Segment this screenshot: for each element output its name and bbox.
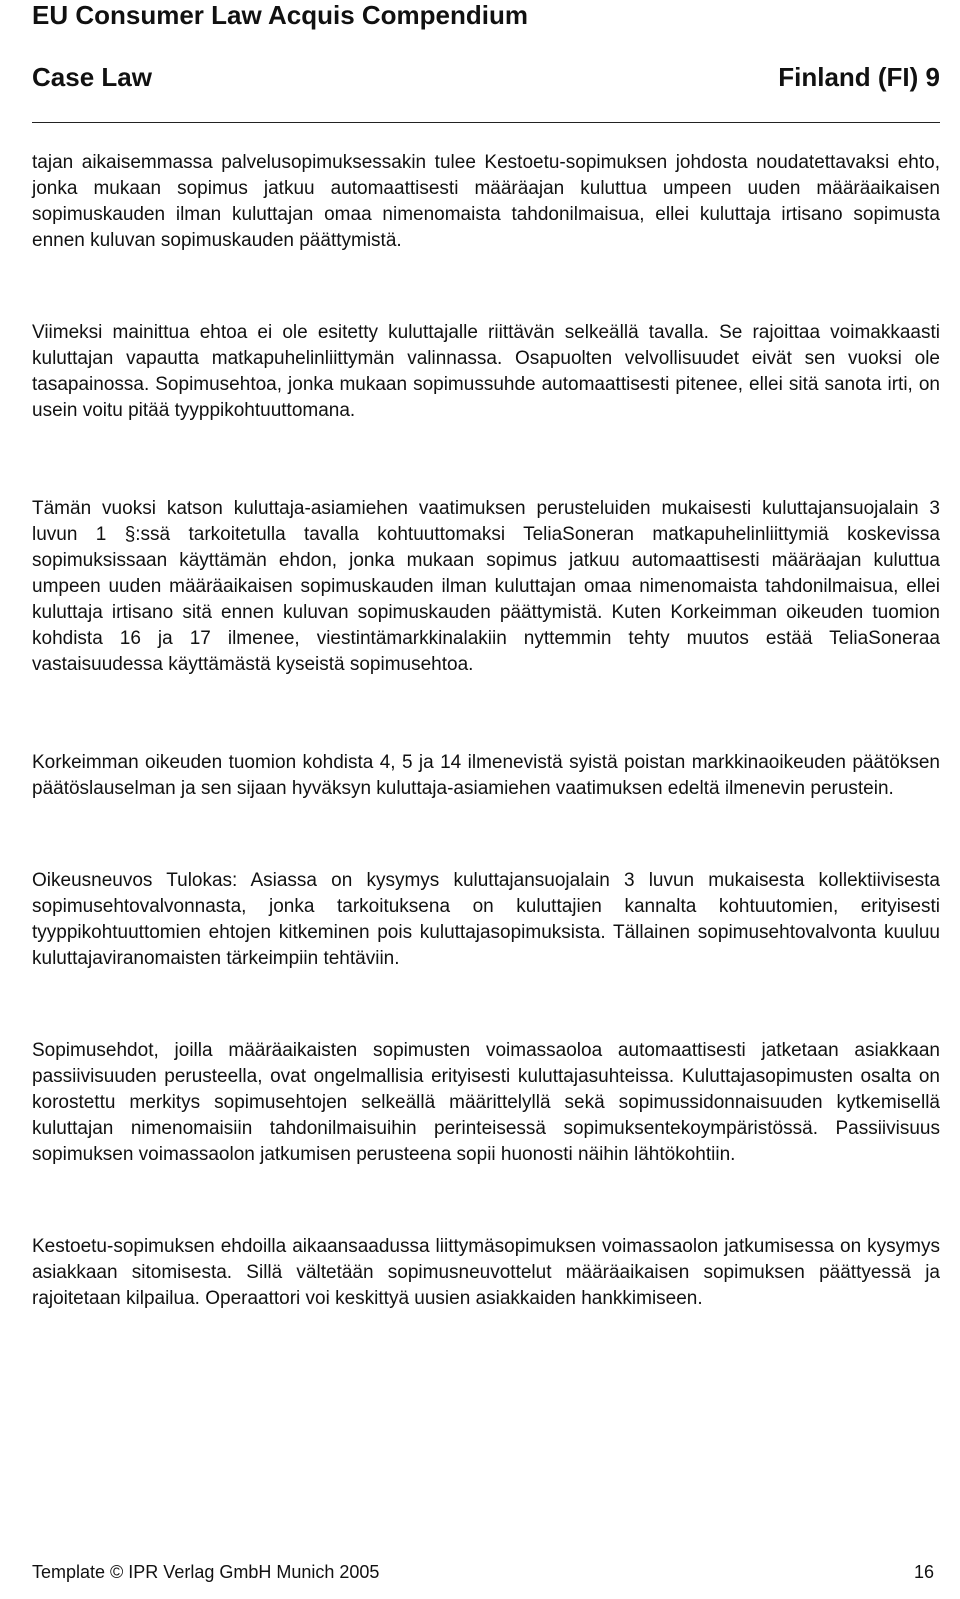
page-number: 16 xyxy=(913,1562,934,1582)
section-title: Case Law xyxy=(32,62,152,92)
document-body xyxy=(32,150,940,1378)
country-label: Finland (FI) 9 xyxy=(778,62,940,92)
paragraph: Kestoetu-sopimuksen ehdoilla aikaansaadussa liittymäsopimuksen voimassaolon jatkumisessa on kysymys asiakkaan sitomisesta. Sillä vältetään sopimusneuvottelut määräaikaisen sopimuksen päättyessä ja rajoitetaan kilpailua. Operaattori voi keskittyä uusien asiakkaiden hankkimiseen. xyxy=(32,1236,940,1309)
header-row xyxy=(32,62,940,93)
paragraph: tajan aikaisemmassa palvelusopimuksessakin tulee Kestoetu-sopimuksen johdosta noudatettavaksi ehto, jonka mukaan sopimus jatkuu automaattisesti määräajan kuluttua umpeen uuden määräaikaisen sopimuskauden ilman kuluttajan omaa nimenomaista tahdonilmaisua, ellei kuluttaja irtisano sopimusta ennen kuluvan sopimuskauden päättymistä. xyxy=(32,152,940,251)
paragraph: Tämän vuoksi katson kuluttaja-asiamiehen vaatimuksen perusteluiden mukaisesti kuluttajansuojalain 3 luvun 1 §:ssä tarkoitetulla tavalla kohtuuttomaksi TeliaSoneran matkapuhelinliittymiä koskevissa sopimuksissaan käyttämän ehdon, jonka mukaan sopimus jatkuu automaattisesti määräajan kuluttua umpeen uuden määräaikaisen sopimuskauden ilman kuluttajan omaa nimenomaista tahdonilmaisua, ellei kuluttaja irtisano sitä ennen kuluvan sopimuskauden päättymistä. Kuten Korkeimman oikeuden tuomion kohdista 16 ja 17 ilmenee, viestintämarkkinalakiin nyttemmin tehty muutos estää TeliaSoneraa vastaisuudessa käyttämästä kyseistä sopimusehtoa. xyxy=(32,498,940,675)
paragraph: Viimeksi mainittua ehtoa ei ole esitetty kuluttajalle riittävän selkeällä tavalla. Se rajoittaa voimakkaasti kuluttajan vapautta matkapuhelinliittymän valinnassa. Osapuolten velvollisuudet eivät sen vuoksi ole tasapainossa. Sopimusehtoa, jonka mukaan sopimussuhde automaattisesti pitenee, ellei sitä sanota irti, on usein voitu pitää tyyppikohtuuttomana. xyxy=(32,322,940,421)
paragraph: Sopimusehdot, joilla määräaikaisten sopimusten voimassaoloa automaattisesti jatketaan asiakkaan passiivisuuden perusteella, ovat ongelmallisia erityisesti kuluttajasuhteissa. Kuluttajasopimusten osalta on korostettu merkitys sopimusehtojen selkeällä määrittelyllä sekä sopimussidonnaisuuden kytkemisellä kuluttajan nimenomaisiin tahdonilmaisuihin perinteisessä sopimuksentekoympäristössä. Passiivisuus sopimuksen voimassaolon jatkumisen perusteena sopii huonosti näihin lähtökohtiin. xyxy=(32,1040,940,1165)
header-divider xyxy=(32,122,940,123)
paragraph: Oikeusneuvos Tulokas: Asiassa on kysymys kuluttajansuojalain 3 luvun mukaisesta kollektiivisesta sopimusehtovalvonnasta, jonka tarkoituksena on kuluttajien kannalta kohtuutomien, erityisesti tyyppikohtuuttomien ehtojen kitkeminen pois kuluttajasopimuksista. Tällainen sopimusehtovalvonta kuuluu kuluttajaviranomaisten tärkeimpiin tehtäviin. xyxy=(32,870,940,969)
paragraph: Korkeimman oikeuden tuomion kohdista 4, 5 ja 14 ilmenevistä syistä poistan markkinaoikeuden päätöksen päätöslauselman ja sen sijaan hyväksyn kuluttaja-asiamiehen vaatimuksen edeltä ilmenevin perustein. xyxy=(32,752,940,799)
footer-template-notice: Template © IPR Verlag GmbH Munich 2005 xyxy=(32,1562,380,1582)
document-title: EU Consumer Law Acquis Compendium xyxy=(32,0,528,30)
